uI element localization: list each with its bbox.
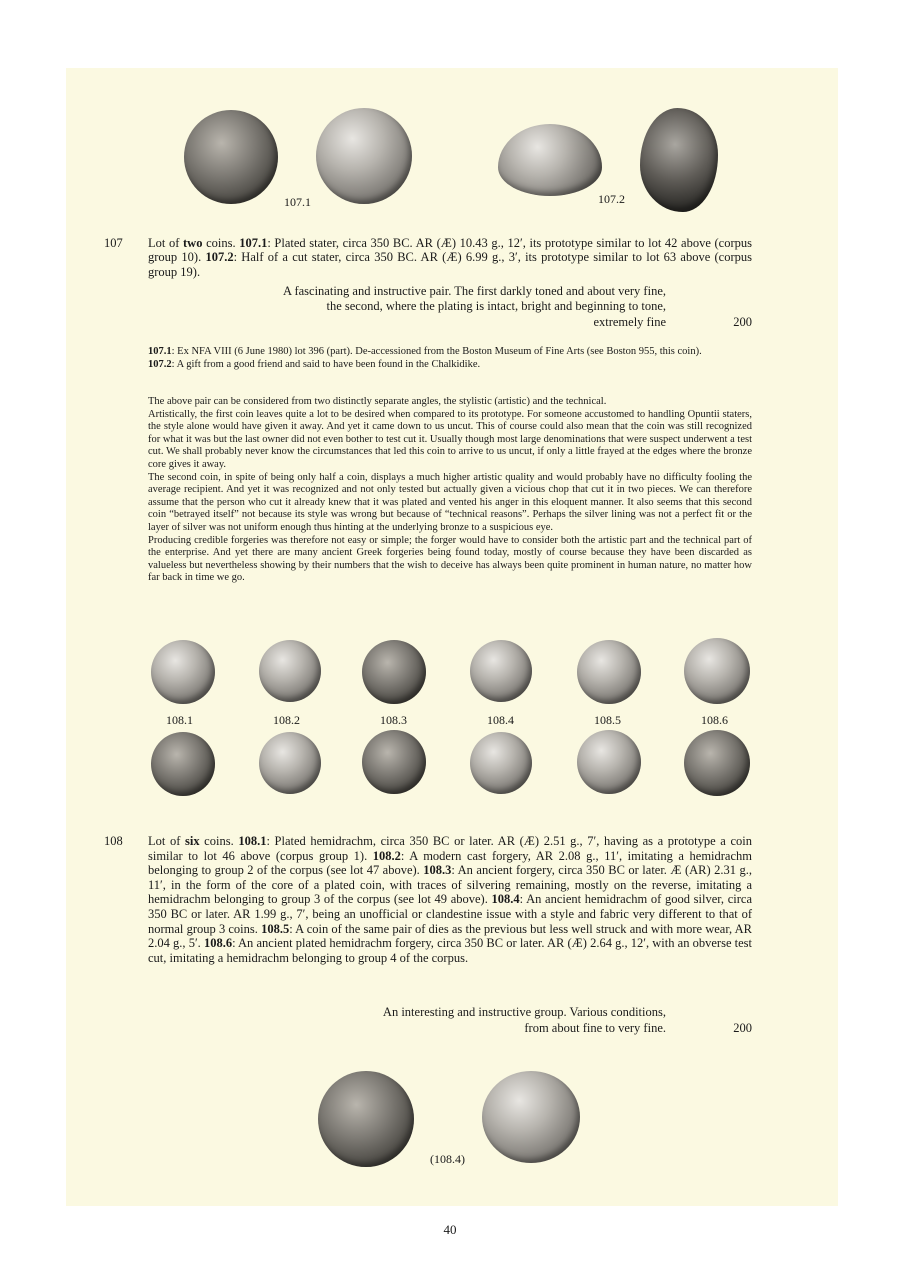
lot-remark-107-1: A fascinating and instructive pair. The first darkly toned and about very fine, [283,284,666,298]
coin-108-4-obverse [470,640,532,702]
coin-label-108-5: 108.5 [594,713,621,727]
page-number: 40 [443,1222,457,1237]
lot-number-107: 107 [104,236,123,250]
note-paragraph: Artistically, the first coin leaves quite a lot to be desired when compared to its prototype. For someone accustomed to handling Opuntii staters, the style alone would have given it away. And yet it came down to us uncut. This of course could also mean that the coin was still recognized for what it was but the last owner did not even bother to test cut it. Usually though most large denominations that were suspect underwent a test cut. We shall probably never know the circumstances that led this coin to arrive to us uncut, if only a little frayed at the edges where the bronze core gives it away. [148,408,752,470]
note-paragraph: Producing credible forgeries was therefore not easy or simple; the forger would have to consider both the artistic part and the technical part of the enterprise. And yet there are many ancient Greek forgeries being found today, mostly of course because they have been discarded as valueless but nevertheless showing by their numbers that the wish to deceive has always been quite prominent in human nature, no matter how far back in time we go. [148,534,752,584]
coin-label-107-1: 107.1 [284,195,311,209]
coin-label-108-4: 108.4 [487,713,514,727]
coin-107-1-obverse [184,110,278,204]
coin-108-3-reverse [362,730,426,794]
estimate-108: 200 [733,1021,752,1035]
coin-label-108-6: 108.6 [701,713,728,727]
provenance-107-2: 107.2: A gift from a good friend and said to have been found in the Chalkidike. [148,358,481,370]
estimate-107: 200 [733,315,752,329]
coin-label-107-2: 107.2 [598,192,625,206]
coin-107-2-reverse [640,108,718,212]
coin-108-5-reverse [577,730,641,794]
lot-description-108: Lot of six coins. 108.1: Plated hemidrachm, circa 350 BC or later. AR (Æ) 2.51 g., 7′, having as a prototype a coin similar to lot 46 above (corpus group 1). 108.2: A modern cast forgery, AR 2.08 g., 11′, imitating a hemidrachm belonging to group 2 of the corpus (see lot 47 above). 108.3: An ancient forgery, circa 350 BC or later. Æ (AR) 2.31 g., 11′, in the form of the core of a plated coin, with traces of silvering remaining, mostly on the reverse, imitating a hemidrachm belonging to group 3 of the corpus (see lot 49 above). 108.4: An ancient hemidrachm of good silver, circa 350 BC or later. AR 1.99 g., 7′, being an unofficial or clandestine issue with a style and fabric very different to that of normal group 3 coins. 108.5: A coin of the same pair of dies as the previous but less well struck and with more wear, AR 2.04 g., 5′. 108.6: An ancient plated hemidrachm forgery, circa 350 BC or later. AR (Æ) 2.64 g., 12′, with an obverse test cut, imitating a hemidrachm belonging to group 4 of the corpus. [148,834,753,965]
coin-108-2-reverse [259,732,321,794]
coin-108-6-obverse [684,638,750,704]
coin-108-3-obverse [362,640,426,704]
coin-108-1-reverse [151,732,215,796]
coin-label-108-1: 108.1 [166,713,193,727]
lot-remark-108-2: from about fine to very fine. [524,1021,666,1035]
lot-number-108: 108 [104,834,123,848]
coin-108-4-enlarged-obverse [318,1071,414,1167]
coin-108-4-reverse [470,732,532,794]
note-paragraph: The above pair can be considered from two distinctly separate angles, the stylistic (artistic) and the technical. [148,396,607,407]
coin-108-1-obverse [151,640,215,704]
coin-108-5-obverse [577,640,641,704]
provenance-107-1: 107.1: Ex NFA VIII (6 June 1980) lot 396 (part). De-accessioned from the Boston Museum of Fine Arts (see Boston 955, this coin). [148,346,702,357]
notes-107 [148,396,752,585]
lot-remark-108-1: An interesting and instructive group. Various conditions, [382,1005,666,1019]
coin-108-2-obverse [259,640,321,702]
lot-remark-107-2: the second, where the plating is intact, bright and beginning to tone, [326,299,666,313]
coin-108-6-reverse [684,730,750,796]
coin-107-1-reverse [316,108,412,204]
coin-label-108-3: 108.3 [380,713,407,727]
enlargement-label: (108.4) [430,1152,465,1166]
provenance-107 [148,346,752,371]
coin-label-108-2: 108.2 [273,713,300,727]
note-paragraph: The second coin, in spite of being only half a coin, displays a much higher artistic quality and would probably have no difficulty fooling the average recipient. And yet it was recognized and not only tested but actually given a vicious chop that cut it in two pieces. We can therefore assume that the person who cut it already knew that it was plated and vented his anger in this eloquent manner. It also seems that this second coin “betrayed itself” not because its style was wrong but because of “technical reasons”. Perhaps the silver lining was not a perfect fit or the layer of silver was not uniform enough thus hinting at the underlying bronze to a suspicious eye. [148,471,752,533]
lot-remark-107-3: extremely fine [593,315,666,329]
coin-108-4-enlarged-reverse [482,1071,580,1163]
lot-description-107: Lot of two coins. 107.1: Plated stater, circa 350 BC. AR (Æ) 10.43 g., 12′, its prototype similar to lot 42 above (corpus group 10). 107.2: Half of a cut stater, circa 350 BC. AR (Æ) 6.99 g., 3′, its prototype similar to lot 63 above (corpus group 19). [148,236,752,279]
